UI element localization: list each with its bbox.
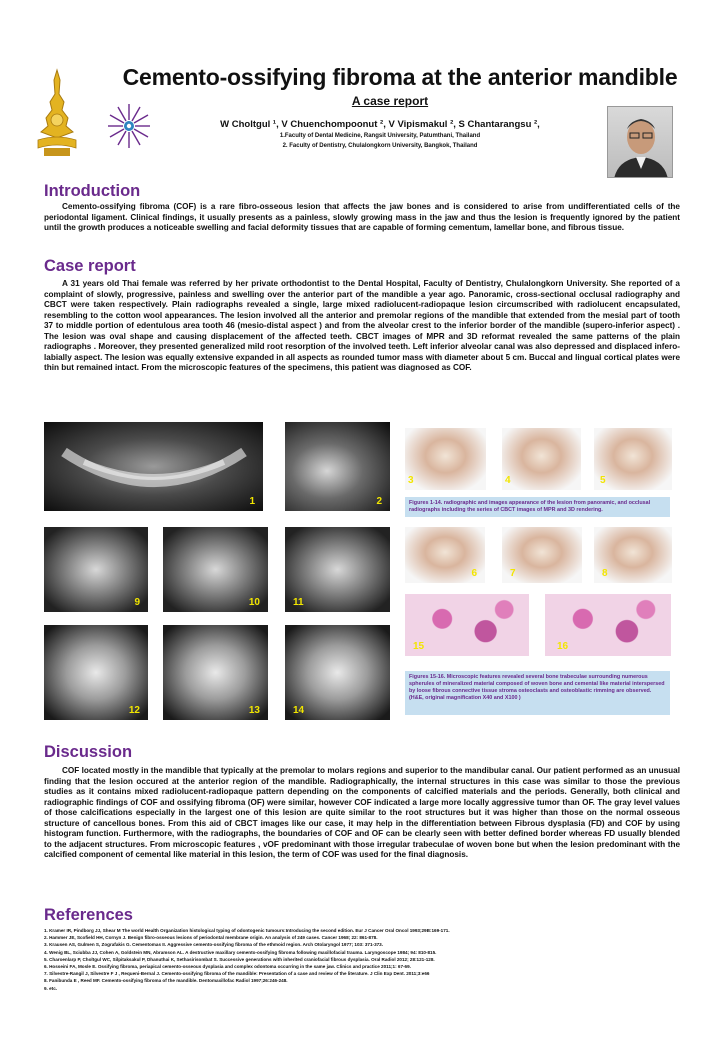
reference-item: 8. Fanibunda E , Reed MF. Cemento-ossifying fibroma of the mandible. Dentomaxillofac Radiol 1997;26:246-248. xyxy=(44,978,288,984)
figure-2-occlusal-radiograph xyxy=(285,422,390,511)
reference-item: 2. Hammer JE, Scofield HH, Cornyn J. Benign fibro-osseous lesions of periodontal membrane origin. An analysis of 249 cases. Cancer 1968; 22: 861-878. xyxy=(44,935,378,941)
references-heading: References xyxy=(44,906,133,924)
figure-12-3d-skull-rendering xyxy=(44,625,148,720)
introduction-heading: Introduction xyxy=(44,182,141,200)
figure-9-cbct-slice xyxy=(44,527,148,612)
reference-item: 7. Silvestre-Rangil J, Silvestre F J , Requeni-Bernal J. Cemento-ossifying fibroma of the mandible: Presentation of a case and review of the literature. J Clin Exp Dent. 2011;3:e66 xyxy=(44,971,430,977)
figure-1-panoramic-radiograph xyxy=(44,422,263,511)
figure-11-cbct-slice xyxy=(285,527,390,612)
case-report-heading: Case report xyxy=(44,257,136,275)
figure-label: 13 xyxy=(248,705,260,716)
discussion-heading: Discussion xyxy=(44,743,133,761)
figure-6-3d-rendering xyxy=(405,527,485,583)
figure-label: 10 xyxy=(248,597,260,608)
reference-item: 5. Charoenlarp P, Choltgul WC, Silpitaksakul P, Dhanuthai K, Sethasirisombat S. Successive generations with inherited craniofacial fibrous dysplasia. Oral Radiol 2012; 28:121-128. xyxy=(44,956,435,962)
figure-label: 4 xyxy=(505,475,511,486)
figure-8-3d-rendering xyxy=(594,527,672,583)
figure-15-histology xyxy=(405,594,529,656)
figure-label: 7 xyxy=(510,568,516,579)
figure-label: 6 xyxy=(471,568,477,579)
figure-label: 8 xyxy=(602,568,608,579)
introduction-text: Cemento-ossifying fibroma (COF) is a rare fibro-osseous lesion that affects the jaw bones and is considered to arise from undifferentiated cells of the periodontal ligament. Clinical findings, it usually presents as a painless, slowly growing mass in the jaw and thus the lesion is frequently ignored by the patient until the growth produces a noticeable swelling and facial deformity tissues that are capable of forming cementum, lamellar bone, and fibrous tissue. xyxy=(44,202,680,232)
reference-item: 9. etc. xyxy=(44,985,58,991)
figures-1-14-caption: Figures 1-14. radiographic and images appearance of the lesion from panoramic, and occlusal radiographs including the series of CBCT images of MPR and 3D rendering. xyxy=(405,497,670,517)
figure-4-3d-rendering xyxy=(502,428,581,490)
poster-title: Cemento-ossifying fibroma at the anterior mandible xyxy=(122,64,678,90)
figure-label: 3 xyxy=(408,475,414,486)
reference-item: 1. Kramer IR, Pindborg JJ, Shear M The world Health Organization histological typing of odontogenic tumours:Introducing the second edition. Eur J Cancer Oral Oncol 1993;29B:169-171. xyxy=(44,928,450,933)
figure-label: 9 xyxy=(134,597,140,608)
poster-subtitle: A case report xyxy=(351,94,429,108)
figure-label: 15 xyxy=(413,641,425,652)
author-list: W Choltgul ¹, V Chuenchompoonut ², V Vipismakul ², S Chantarangsu ², xyxy=(220,119,540,130)
figure-label: 14 xyxy=(293,705,305,716)
figure-5-3d-rendering xyxy=(594,428,672,490)
figure-label: 2 xyxy=(376,496,382,507)
reference-list xyxy=(44,927,684,992)
affiliation-2: 2. Faculty of Dentistry, Chulalongkorn University, Bangkok, Thailand xyxy=(282,143,478,149)
figure-label: 12 xyxy=(128,705,140,716)
reference-item: 3. Krausen AS, Gulmen S, Zografakis G. Cementomas II. Aggressive cemento-ossifying fibroma of the ethmoid region. Arch Otolaryngol 1977; 103: 371-373. xyxy=(44,942,384,948)
figure-16-histology xyxy=(545,594,671,656)
reference-item: 6. Hosseini FA, Mosle E. Ossifying fibroma, periapical cemento-osseous dysplasia and complex odontoma occurring in the same jaw. Clinics and practice 2011;1: 67-69. xyxy=(44,964,411,970)
figure-10-cbct-slice xyxy=(163,527,268,612)
reference-item: 4. Wenig BL, Sciubba JJ, Cohen A, Goldstein MN, Abramson AL. A destructive maxillary cemento-ossifying fibroma following maxillofacial trauma. Laryngoscope 1984; 94: 810-815. xyxy=(44,949,437,955)
figure-3-3d-rendering xyxy=(405,428,486,490)
figure-label: 1 xyxy=(249,496,255,507)
figure-label: 5 xyxy=(600,475,606,486)
author-photo xyxy=(607,106,673,178)
figure-7-3d-rendering xyxy=(502,527,582,583)
figures-15-16-caption: Figures 15-16. Microscopic features revealed several bone trabeculae surrounding numerous spherules of mineralized material composed of woven bone and cemental like material interspersed by loose fibrous connective tissue stroma osteoclasts and osteoblastic rimming are observed. (H&E, original magnification X40 and X100 ) xyxy=(405,671,670,715)
figure-label: 11 xyxy=(293,597,304,608)
case-report-text: A 31 years old Thai female was referred by her private orthodontist to the Dental Hospital, Faculty of Dentistry, Chulalongkorn University. She reported of a complaint of slowly, progressive, painless and swelling over the anterior part of the mandible a year ago. Panoramic, cross-sectional occlusal radiography and CBCT were taken respectively. Plain radiographs revealed a single, large mixed radiolucent-radiopaque lesion circumscribed with radiolucent encapsulated, resembling to the cotton wool appearances. The lesion involved all the anterior and premolar regions of the mandible that extended from the mesial part of tooth 37 to middle portion of edentulous area tooth 46 (mesio-distal aspect ) and from the alveolar crest to the inferior border of the mandible (supero-inferior aspect) . The lesion was oval shape and causing displacement of the affected teeth. CBCT images of MPR and 3D reformat revealed the same patterns of the plain radiographs . Moreover, they presented generalized mild root resorption of the involved teeth. Left inferior alveolar canal was also depressed and displaced infero-labially aspect. The lesion was equally extensive expanded in all aspects as rounded tumor mass with diameter about 5 cm. Buccal and lingual cortical plates were thin but remained intact. From the microscopic features of the specimens, this patient was diagnosed as COF. xyxy=(44,279,680,372)
figure-13-3d-skull-rendering xyxy=(163,625,268,720)
figure-14-3d-skull-rendering xyxy=(285,625,390,720)
affiliation-1: 1.Faculty of Dental Medicine, Rangsit University, Patumthani, Thailand xyxy=(279,133,481,139)
discussion-text: COF located mostly in the mandible that typically at the premolar to molars regions and superior to the mandibular canal. Our patient performed as an unusual finding that the lesion occured at the anterior region of the mandible. Radiographically, the internal structures in this case was similar to those the previous studies as it contains mixed radiolucent-radiopaque pattern depending on the components of calcified materials and the periods. Generally, both clinical and radiographic findings of COF and ossifying fibroma (OF) were similar, however COF indicated a large more locally aggressive tumor than OF. The gray level values of those calcifications especially in the largest one of this lesion are quite similar to the root structures but it was higher than those on the normal osseous structure of cancellous bones. From this aid of CBCT images like our case, it may help in the differentiation between Fibrous dysplasia (FD) and COF by using histogram function. Furthermore, with the radiographs, the boundaries of COF and OF can be clearly seen with better defined border whereas FD usually blended to the adjacent structures. From microscopic features , vOF predominant with those irregular trabeculae of woven bone but when the lesion predominant with the calcified component of cemental like material in this lesion, the term of COF was used for the final diagnosis. xyxy=(44,766,680,859)
figure-label: 16 xyxy=(557,641,569,652)
university-crest-logo xyxy=(36,68,78,160)
